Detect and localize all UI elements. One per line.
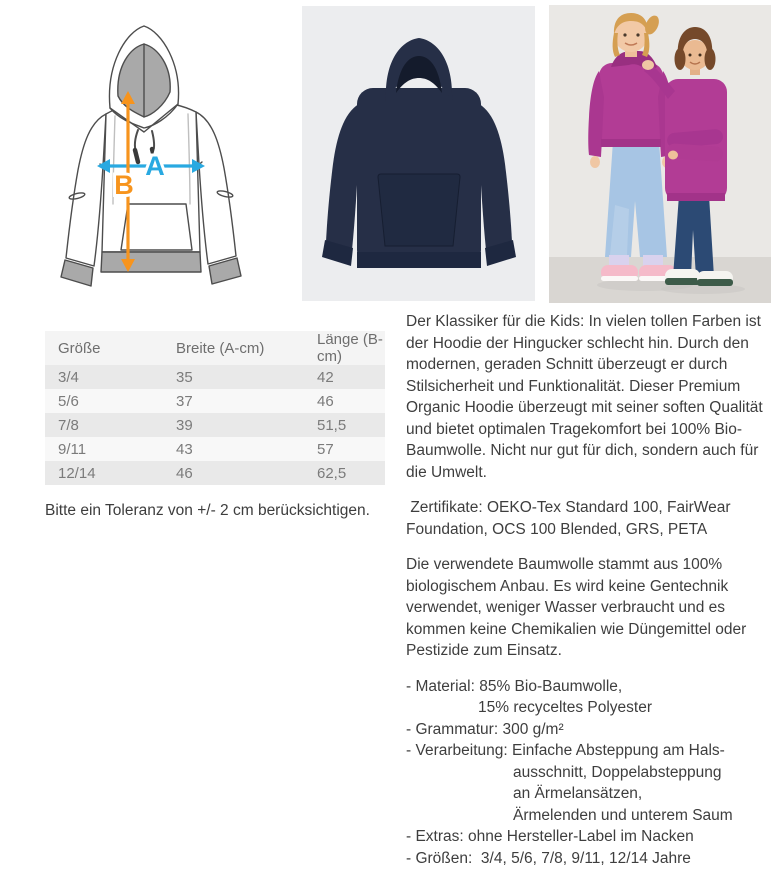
spec-line: - Extras: ohne Hersteller-Label im Nacken <box>406 828 694 845</box>
materials-paragraph: Die verwendete Baumwolle stammt aus 100% biologischem Anbau. Es wird keine Gentechnik verwendet, weniger Wasser verbraucht und es kommen keine Chemikalien wie Düngemittel oder Pestizide zum Einsatz. <box>406 556 751 659</box>
table-cell: 5/6 <box>45 389 163 413</box>
certificates-paragraph: Zertifikate: OEKO-Tex Standard 100, FairWear Foundation, OCS 100 Blended, GRS, PETA <box>406 499 735 538</box>
table-cell: 46 <box>163 461 304 485</box>
kangaroo-pocket <box>121 204 192 250</box>
spec-line: ausschnitt, Doppelabsteppung <box>513 763 722 781</box>
column-header: Länge (B-cm) <box>304 331 385 365</box>
table-cell: 51,5 <box>304 413 385 437</box>
table-cell: 7/8 <box>45 413 163 437</box>
green-sole-left <box>665 278 700 285</box>
table-row <box>45 437 385 461</box>
spec-line: an Ärmelansätzen, <box>513 785 643 802</box>
spec-line: - Material: 85% Bio-Baumwolle, <box>406 677 623 695</box>
sole-left <box>601 276 638 281</box>
spec-line: 15% recyceltes Polyester <box>478 699 653 716</box>
drawstring-tip-left <box>135 150 138 162</box>
right-sleeve <box>196 112 236 264</box>
table-cell: 35 <box>163 365 304 389</box>
hoodie-measurement-diagram <box>40 18 280 301</box>
waistband <box>101 252 201 272</box>
measurement-diagram-figure <box>40 18 280 301</box>
spec-list <box>406 676 772 870</box>
product-photo-figure <box>302 6 535 301</box>
green-sole-right <box>697 279 733 286</box>
left-sleeve <box>66 114 106 266</box>
table-row <box>45 413 385 437</box>
table-cell: 57 <box>304 437 385 461</box>
model-photo-figure <box>549 5 771 303</box>
navy-hoodie-photo <box>302 6 535 301</box>
tucked-hand <box>668 151 678 160</box>
table-row <box>45 461 385 485</box>
measure-b-label: B <box>114 170 134 200</box>
size-table <box>45 331 385 485</box>
eye-right <box>699 54 702 57</box>
hem-band <box>667 193 725 201</box>
description-paragraph: Der Klassiker für die Kids: In vielen tollen Farben ist der Hoodie der Hingucker schlecht hin. Durch den modernen, geraden Schnitt überzeugt er durch Stilsicherheit und Funktionalität. Dieser Premium Organic Hoodie überzeugt mit seiner soften Qualität und bietet optimalen Tragekomfort bei 100% Bio-Baumwolle. Nicht nur gut für dich, sondern auch für die Umwelt. <box>406 313 768 481</box>
size-table-body <box>45 365 385 485</box>
spec-line: - Größen: 3/4, 5/6, 7/8, 9/11, 12/14 Jahre <box>406 849 691 867</box>
column-header: Größe <box>45 331 163 365</box>
table-cell: 12/14 <box>45 461 163 485</box>
table-cell: 9/11 <box>45 437 163 461</box>
hand-on-shoulder <box>642 60 654 70</box>
hand-left <box>590 156 600 168</box>
hem-band <box>357 252 481 268</box>
table-row <box>45 389 385 413</box>
kids-model-photo <box>549 5 771 303</box>
tolerance-note: Bitte ein Toleranz von +/- 2 cm berücksichtigen. <box>45 502 370 519</box>
measure-a-label: A <box>145 151 165 181</box>
hem-band <box>601 139 661 147</box>
table-cell: 3/4 <box>45 365 163 389</box>
eye-right <box>636 33 639 36</box>
spec-line: Ärmelenden und unterem Saum <box>513 806 733 824</box>
product-description <box>406 311 772 869</box>
hair-curl-right <box>705 48 716 70</box>
eye-left <box>623 33 626 36</box>
column-header: Breite (A-cm) <box>163 331 304 365</box>
table-cell: 42 <box>304 365 385 389</box>
eye-left <box>689 54 692 57</box>
table-cell: 46 <box>304 389 385 413</box>
table-cell: 43 <box>163 437 304 461</box>
table-cell: 39 <box>163 413 304 437</box>
table-cell: 62,5 <box>304 461 385 485</box>
table-row <box>45 365 385 389</box>
pocket <box>378 174 460 246</box>
size-table-header-row <box>45 331 385 365</box>
table-cell: 37 <box>163 389 304 413</box>
spec-line: - Verarbeitung: Einfache Absteppung am Hals- <box>406 742 725 759</box>
hair-curl-left <box>675 48 686 70</box>
spec-line: - Grammatur: 300 g/m² <box>406 720 564 738</box>
